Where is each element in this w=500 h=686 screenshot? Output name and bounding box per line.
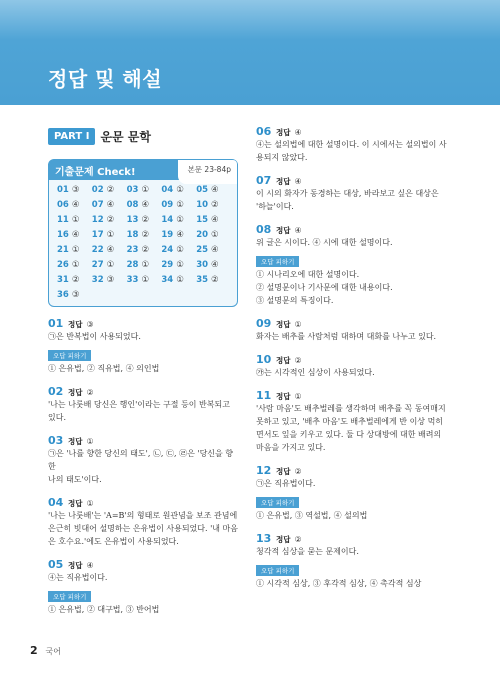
answer-choice: ② (106, 185, 115, 195)
answer-number: 18 (126, 230, 139, 240)
answer-cell (92, 213, 127, 227)
question-number: 10 (256, 353, 272, 366)
explanation-line: ㉮는 시각적인 심상이 사용되었다. (256, 368, 375, 377)
explanation-line: '나는 나룻배'는 'A=B'의 형태로 원관념을 보조 관념에 (48, 511, 238, 520)
explanation-item (256, 532, 456, 590)
explanation-line: '하늘'이다. (256, 202, 294, 211)
answer-choice: ① (141, 260, 150, 270)
answer-choice: ① (176, 245, 184, 255)
question-header (256, 125, 456, 138)
answer-number: 24 (161, 245, 174, 255)
answer-cell (57, 288, 92, 302)
question-header (48, 496, 238, 509)
answer-cell (57, 198, 92, 212)
answer-value: ② (86, 388, 94, 397)
explanation-line: 못하고 있고, '배추 마음'도 배추벌레에게 반 이상 먹히 (256, 417, 444, 426)
wrong-answer-badge: 오답 피하기 (256, 565, 299, 576)
explanation-line: ㉠은 '나를 향한 당신의 태도', ㉡, ㉢, ㉣은 '당신을 향한 (48, 449, 234, 471)
answer-value: ③ (86, 320, 94, 329)
answer-label: 정답 (276, 177, 291, 186)
answer-number: 34 (161, 275, 174, 285)
answer-number: 36 (57, 290, 69, 300)
answer-number: 29 (161, 260, 174, 270)
left-column (48, 125, 238, 616)
answer-cell (57, 243, 92, 257)
answer-number: 33 (126, 275, 139, 285)
answer-choice: ③ (71, 290, 80, 300)
left-explanations (48, 317, 238, 616)
answer-cell (161, 183, 196, 197)
check-box (48, 159, 238, 307)
answer-choice: ④ (211, 215, 219, 225)
page-number: 2 (30, 644, 38, 657)
answer-choice: ④ (141, 200, 150, 210)
explanation-line: 면서도 잎을 키우고 있다. 둘 다 상대방에 대한 배려의 (256, 430, 442, 439)
explanation-line: ④는 직유법이다. (48, 573, 108, 582)
explanation-line: 마음을 가지고 있다. (256, 443, 326, 452)
answer-value: ① (86, 437, 94, 446)
question-number: 12 (256, 464, 272, 477)
answer-number: 22 (91, 245, 104, 255)
answer-label: 정답 (276, 320, 291, 329)
answer-number: 04 (161, 185, 174, 195)
answer-cell (196, 273, 231, 287)
answer-number: 08 (126, 200, 139, 210)
answer-number: 28 (126, 260, 139, 270)
answer-choice: ③ (71, 185, 80, 195)
answer-value: ④ (294, 128, 302, 137)
question-header (256, 532, 456, 545)
answer-number: 31 (57, 275, 69, 285)
question-header (256, 174, 456, 187)
part-heading (48, 125, 238, 147)
question-number: 04 (48, 496, 64, 509)
explanation-line: 청각적 심상을 묻는 문제이다. (256, 547, 359, 556)
page-footer (30, 644, 61, 657)
explanation-line: 위 글은 시이다. ④ 시에 대한 설명이다. (256, 238, 393, 247)
answer-label: 정답 (276, 467, 291, 476)
wrong-answer-line: ③ 설명문의 특징이다. (256, 296, 334, 305)
answer-number: 06 (57, 200, 69, 210)
answer-choice: ④ (71, 200, 80, 210)
answer-cell (161, 243, 196, 257)
answer-number: 25 (196, 245, 209, 255)
answer-number: 12 (91, 215, 104, 225)
explanation-line: ④는 설의법에 대한 설명이다. 이 시에서는 설의법이 사 (256, 140, 447, 149)
answer-grid (49, 180, 237, 306)
right-explanations (256, 125, 456, 590)
answer-cell (196, 213, 231, 227)
explanation-item (256, 317, 456, 343)
explanation-item (48, 385, 238, 424)
explanation-item (256, 464, 456, 522)
explanation-line: 은 호수요.'에도 은유법이 사용되었다. (48, 537, 179, 546)
explanation-line: '사람 마음'도 배추벌레를 생각하며 배추를 꼭 동여매지 (256, 404, 446, 413)
wrong-answer-badge: 오답 피하기 (256, 256, 299, 267)
answer-number: 20 (196, 230, 209, 240)
answer-choice: ② (141, 215, 150, 225)
explanation-item (256, 125, 456, 164)
answer-number: 23 (126, 245, 139, 255)
question-header (256, 464, 456, 477)
answer-number: 01 (57, 185, 69, 195)
answer-choice: ① (176, 215, 184, 225)
answer-value: ② (294, 467, 302, 476)
answer-choice: ④ (211, 245, 219, 255)
wrong-answer-line: ① 은유법, ② 대구법, ③ 반어법 (48, 605, 160, 614)
answer-cell (92, 198, 127, 212)
answer-choice: ① (176, 185, 184, 195)
explanation-line: 화자는 배추를 사람처럼 대하며 대화를 나누고 있다. (256, 332, 437, 341)
answer-value: ④ (86, 561, 94, 570)
answer-cell (92, 243, 127, 257)
question-header (48, 385, 238, 398)
question-number: 08 (256, 223, 272, 236)
answer-number: 11 (57, 215, 69, 225)
answer-cell (92, 258, 127, 272)
answer-label: 정답 (68, 561, 83, 570)
answer-choice: ① (141, 185, 150, 195)
answer-label: 정답 (68, 437, 83, 446)
answer-cell (57, 273, 92, 287)
answer-number: 21 (57, 245, 69, 255)
answer-cell (57, 258, 92, 272)
wrong-answer-line: ① 은유법, ③ 역설법, ④ 설의법 (256, 511, 368, 520)
explanation-item (256, 174, 456, 213)
answer-choice: ② (71, 275, 80, 285)
subject-name: 국어 (45, 647, 61, 656)
explanation-item (256, 353, 456, 379)
explanation-item (256, 223, 456, 307)
answer-cell (196, 198, 231, 212)
wrong-answer-badge: 오답 피하기 (48, 591, 91, 602)
answer-cell (92, 183, 127, 197)
explanation-item (48, 317, 238, 375)
answer-cell (127, 258, 162, 272)
answer-value: ② (294, 535, 302, 544)
question-header (256, 389, 456, 402)
answer-cell (127, 213, 162, 227)
answer-cell (196, 183, 231, 197)
explanation-line: ㉠은 직유법이다. (256, 479, 316, 488)
question-number: 11 (256, 389, 272, 402)
answer-choice: ③ (106, 275, 115, 285)
answer-choice: ① (71, 215, 80, 225)
answer-number: 35 (196, 275, 209, 285)
question-number: 06 (256, 125, 272, 138)
answer-choice: ④ (211, 260, 219, 270)
answer-number: 26 (57, 260, 69, 270)
answer-cell (196, 243, 231, 257)
wrong-answer-line: ② 설명문이나 기사문에 대한 내용이다. (256, 283, 393, 292)
answer-cell (127, 273, 162, 287)
question-header (48, 434, 238, 447)
answer-value: ① (294, 320, 302, 329)
answer-number: 32 (91, 275, 104, 285)
question-number: 05 (48, 558, 64, 571)
answer-choice: ② (211, 275, 219, 285)
answer-label: 정답 (276, 128, 291, 137)
answer-cell (161, 198, 196, 212)
answer-number: 05 (196, 185, 209, 195)
explanation-line: 나의 태도'이다. (48, 475, 102, 484)
check-header (49, 160, 237, 180)
answer-cell (196, 228, 231, 242)
answer-label: 정답 (276, 535, 291, 544)
explanation-line: ㉠은 반복법이 사용되었다. (48, 332, 141, 341)
question-header (48, 558, 238, 571)
question-number: 13 (256, 532, 272, 545)
question-number: 01 (48, 317, 64, 330)
answer-choice: ② (141, 230, 150, 240)
answer-number: 27 (91, 260, 104, 270)
answer-label: 정답 (68, 499, 83, 508)
answer-cell (127, 198, 162, 212)
answer-choice: ① (106, 260, 115, 270)
wrong-answer-badge: 오답 피하기 (256, 497, 299, 508)
answer-value: ① (294, 392, 302, 401)
answer-choice: ② (106, 215, 115, 225)
answer-value: ① (86, 499, 94, 508)
answer-choice: ① (211, 230, 219, 240)
question-number: 03 (48, 434, 64, 447)
answer-number: 19 (161, 230, 174, 240)
answer-choice: ① (176, 275, 184, 285)
explanation-item (48, 496, 238, 548)
answer-choice: ④ (71, 230, 80, 240)
page-header (0, 0, 500, 105)
answer-number: 07 (91, 200, 104, 210)
part-badge: PART Ⅰ (48, 128, 95, 145)
answer-label: 정답 (276, 226, 291, 235)
answer-value: ④ (294, 226, 302, 235)
answer-choice: ② (141, 245, 150, 255)
explanation-item (48, 434, 238, 486)
answer-number: 30 (196, 260, 209, 270)
answer-cell (127, 228, 162, 242)
answer-choice: ④ (106, 200, 115, 210)
answer-number: 09 (161, 200, 174, 210)
explanation-item (48, 558, 238, 616)
answer-cell (92, 228, 127, 242)
answer-cell (127, 243, 162, 257)
check-label: 기출문제 Check! (55, 167, 136, 178)
answer-number: 14 (161, 215, 174, 225)
answer-label: 정답 (68, 388, 83, 397)
answer-choice: ④ (211, 185, 219, 195)
right-column (256, 125, 456, 590)
answer-number: 13 (126, 215, 139, 225)
answer-cell (127, 183, 162, 197)
answer-choice: ④ (176, 230, 184, 240)
answer-choice: ② (211, 200, 219, 210)
answer-label: 정답 (276, 392, 291, 401)
answer-cell (161, 228, 196, 242)
wrong-answer-line: ① 시나리오에 대한 설명이다. (256, 270, 360, 279)
question-header (256, 353, 456, 366)
answer-number: 16 (57, 230, 69, 240)
question-number: 09 (256, 317, 272, 330)
answer-cell (196, 258, 231, 272)
explanation-item (256, 389, 456, 454)
question-number: 07 (256, 174, 272, 187)
answer-number: 03 (126, 185, 139, 195)
answer-cell (57, 213, 92, 227)
part-name: 운문 문학 (100, 129, 151, 144)
explanation-line: 이 시의 화자가 동경하는 대상, 바라보고 싶은 대상은 (256, 189, 439, 198)
answer-cell (92, 273, 127, 287)
question-header (256, 317, 456, 330)
answer-choice: ① (176, 260, 184, 270)
answer-number: 02 (91, 185, 104, 195)
answer-label: 정답 (68, 320, 83, 329)
explanation-line: 용되지 않았다. (256, 153, 308, 162)
page-title: 정답 및 해설 (48, 67, 163, 91)
answer-choice: ① (71, 245, 80, 255)
wrong-answer-line: ① 시각적 심상, ③ 후각적 심상, ④ 촉각적 심상 (256, 579, 422, 588)
answer-cell (161, 258, 196, 272)
answer-cell (57, 183, 92, 197)
question-header (256, 223, 456, 236)
explanation-line: '나는 나룻배 당신은 행인'이라는 구절 등이 반복되고 있다. (48, 400, 230, 422)
answer-number: 10 (196, 200, 209, 210)
wrong-answer-line: ① 은유법, ② 직유법, ④ 의인법 (48, 364, 160, 373)
answer-choice: ④ (106, 245, 115, 255)
answer-choice: ① (176, 200, 184, 210)
check-page-ref: 본문 23-84p (178, 160, 237, 184)
question-number: 02 (48, 385, 64, 398)
answer-number: 15 (196, 215, 209, 225)
answer-number: 17 (91, 230, 104, 240)
answer-choice: ① (106, 230, 115, 240)
wrong-answer-badge: 오답 피하기 (48, 350, 91, 361)
explanation-line: 은근히 빗대어 설명하는 은유법이 사용되었다. '내 마음 (48, 524, 239, 533)
answer-value: ② (294, 356, 302, 365)
answer-value: ④ (294, 177, 302, 186)
answer-label: 정답 (276, 356, 291, 365)
answer-cell (161, 273, 196, 287)
answer-choice: ① (71, 260, 80, 270)
question-header (48, 317, 238, 330)
answer-cell (161, 213, 196, 227)
answer-choice: ① (141, 275, 150, 285)
answer-cell (57, 228, 92, 242)
